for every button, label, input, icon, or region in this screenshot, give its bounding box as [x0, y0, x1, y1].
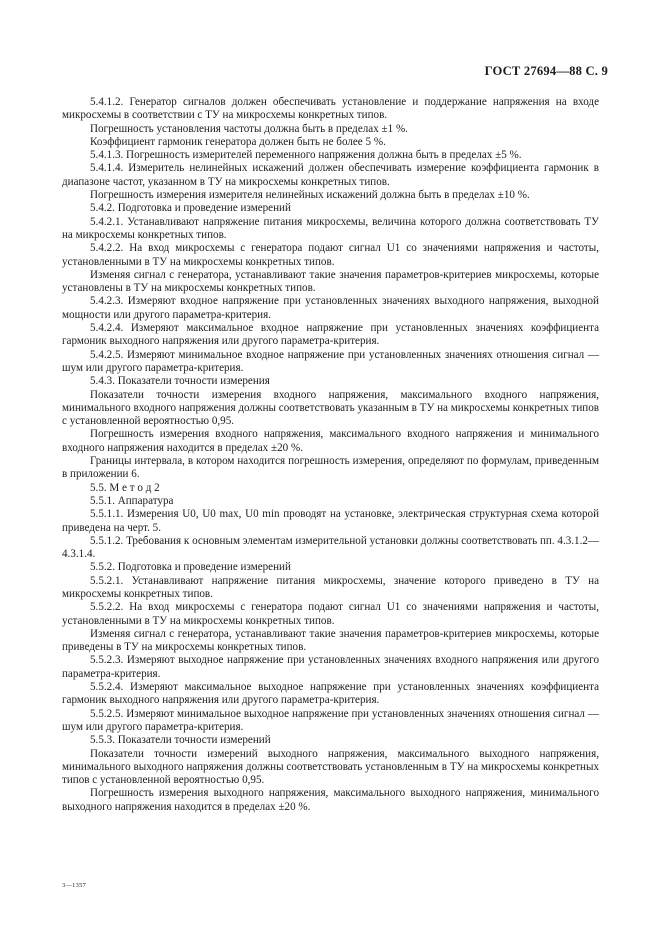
section-heading: 5.5.1. Аппаратура — [90, 494, 174, 507]
paragraph: Погрешность измерения входного напряжения, максимального входного напряжения и минимального входного напряжения находится в пределах ±20 %. — [62, 428, 599, 454]
section-heading: 5.4.3. Показатели точности измерения — [90, 375, 270, 388]
paragraph: Погрешность измерения выходного напряжения, максимального выходного напряжения, минимального выходного напряжения находится в пределах ±20 %. — [62, 787, 599, 813]
document-body — [62, 96, 599, 814]
paragraph: Границы интервала, в котором находится погрешность измерения, определяют по формулам, приведенным в приложении 6. — [62, 455, 599, 481]
paragraph: 5.4.2.2. На вход микросхемы с генератора подают сигнал U1 со значениями напряжения и частоты, установленными в ТУ на микросхемы конкретных типов. — [62, 242, 599, 268]
paragraph: 5.5.2.3. Измеряют выходное напряжение при установленных значениях входного напряжения или другого параметра-критерия. — [62, 654, 599, 680]
paragraph: 5.4.1.4. Измеритель нелинейных искажений должен обеспечивать измерение коэффициента гармоник в диапазоне частот, указанном в ТУ на микросхемы конкретных типов. — [62, 162, 599, 188]
paragraph: 5.5.2.1. Устанавливают напряжение питания микросхемы, значение которого приведено в ТУ на микросхемы конкретных типов. — [62, 574, 599, 600]
paragraph: 5.4.1.3. Погрешность измерителей переменного напряжения должна быть в пределах ±5 %. — [90, 149, 522, 162]
paragraph: 5.4.2.4. Измеряют максимальное входное напряжение при установленных значениях коэффициента гармоник выходного напряжения или другого параметра-критерия. — [62, 322, 599, 348]
paragraph: Изменяя сигнал с генератора, устанавливают такие значения параметров-критериев микросхемы, которые приведены в ТУ на микросхемы конкретных типов. — [62, 627, 599, 654]
section-heading: 5.5. М е т о д 2 — [90, 481, 160, 494]
page-footer-code: 3—1357 — [62, 882, 87, 889]
section-heading: 5.5.2. Подготовка и проведение измерений — [90, 561, 291, 574]
paragraph: Погрешность измерения измерителя нелинейных искажений должна быть в пределах ±10 %. — [90, 189, 530, 202]
paragraph: Изменяя сигнал с генератора, устанавливают такие значения параметров-критериев микросхемы, которые установлены в ТУ на микросхемы конкретных типов. — [62, 268, 599, 295]
paragraph: 5.4.2.5. Измеряют минимальное входное напряжение при установленных значениях отношения сигнал — шум или другого параметра-критерия. — [62, 348, 599, 374]
paragraph: 5.4.2.1. Устанавливают напряжение питания микросхемы, величина которого должна соответствовать ТУ на микросхемы конкретных типов. — [62, 215, 599, 241]
paragraph: 5.5.1.2. Требования к основным элементам измерительной установки должны соответствовать пп. 4.3.1.2—4.3.1.4. — [62, 534, 599, 561]
paragraph: Погрешность установления частоты должна быть в пределах ±1 %. — [90, 122, 408, 135]
section-heading: 5.5.3. Показатели точности измерений — [90, 734, 271, 747]
paragraph: 5.5.1.1. Измерения U0, U0 max, U0 min проводят на установке, электрическая структурная схема которой приведена на черт. 5. — [62, 508, 599, 534]
paragraph: 5.5.2.4. Измеряют максимальное выходное напряжение при установленных значениях коэффициента гармоник выходного напряжения или другого параметра-критерия. — [62, 681, 599, 707]
paragraph: 5.4.2.3. Измеряют входное напряжение при установленных значениях выходного напряжения, выходной мощности или другого параметра-критерия. — [62, 295, 599, 321]
paragraph: Показатели точности измерения входного напряжения, максимального входного напряжения, минимального входного напряжения должны соответствовать указанным в ТУ на микросхемы конкретных типов с установленной вероятностью 0,95. — [62, 388, 599, 428]
paragraph: Показатели точности измерений выходного напряжения, максимального выходного напряжения, минимального выходного напряжения должны соответствовать установленным в ТУ на микросхемы конкретных типов с установленной вероятностью 0,95. — [62, 747, 599, 787]
paragraph: 5.4.1.2. Генератор сигналов должен обеспечивать установление и поддержание напряжения на входе микросхемы в соответствии с ТУ на микросхемы конкретных типов. — [62, 96, 599, 122]
section-heading: 5.4.2. Подготовка и проведение измерений — [90, 202, 291, 215]
paragraph: 5.5.2.2. На вход микросхемы с генератора подают сигнал U1 со значениями напряжения и частоты, установленными в ТУ на микросхемы конкретных типов. — [62, 601, 599, 627]
paragraph: Коэффициент гармоник генератора должен быть не более 5 %. — [90, 135, 386, 148]
paragraph: 5.5.2.5. Измеряют минимальное выходное напряжение при установленных значениях отношения сигнал — шум или другого параметра-критерия. — [62, 707, 599, 733]
page-header: ГОСТ 27694—88 С. 9 — [484, 64, 608, 78]
